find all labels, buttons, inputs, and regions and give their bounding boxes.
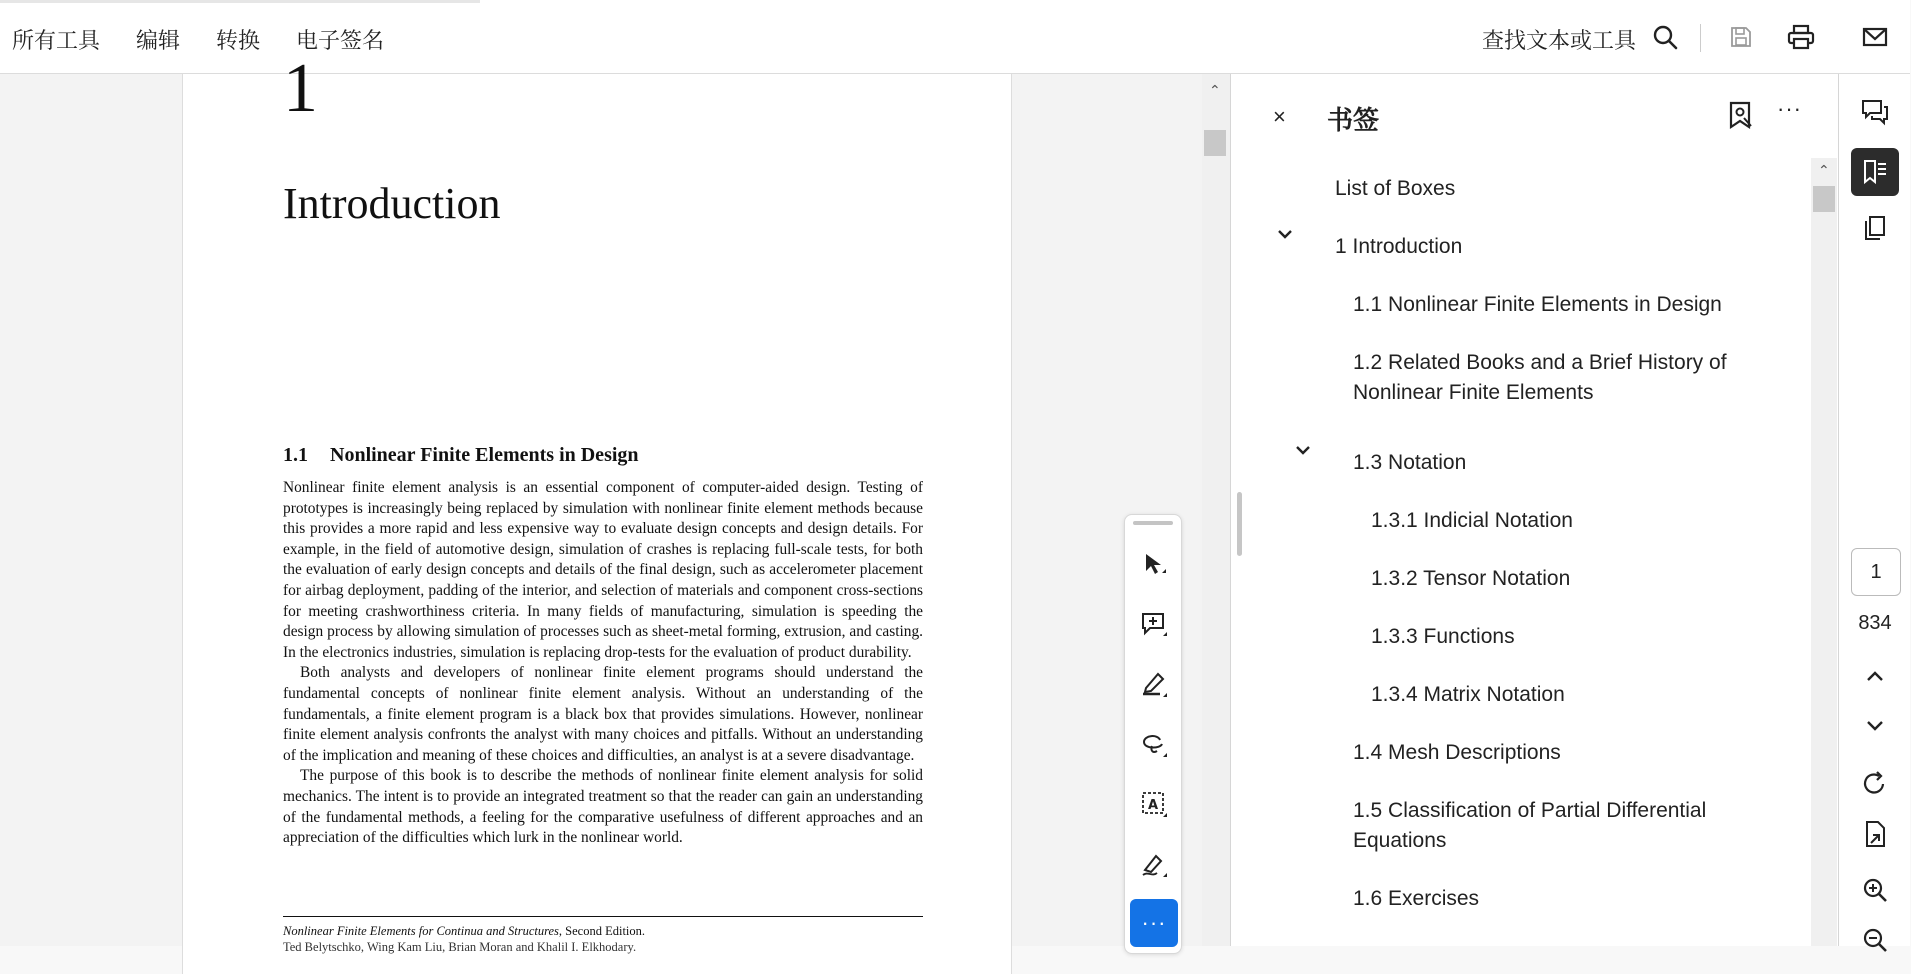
toolbar-divider <box>1700 24 1701 52</box>
bookmark-1-3-4[interactable]: 1.3.4 Matrix Notation <box>1371 683 1565 706</box>
right-rail <box>1838 74 1910 946</box>
page-down-icon[interactable] <box>1857 708 1893 744</box>
bookmark-1-6[interactable]: 1.6 Exercises <box>1353 887 1480 910</box>
scrollbar-thumb[interactable] <box>1813 186 1835 212</box>
zoom-in-icon[interactable] <box>1857 872 1893 908</box>
paragraph: Both analysts and developers of nonlinear finite element programs should understand the fundamental concepts of nonlinear finite element analysis. Without an understanding of the fundamentals, a finite element program is a black box that provides simulations. However, nonlinear finite element analysis confronts the analyst with many choices and pitfalls. Without an understanding of the implication and meaning of these choices and difficulties, an analyst is at a severe disadvantage. <box>283 664 923 764</box>
bookmark-1-5[interactable]: 1.5 Classification of Partial Differential <box>1353 799 1707 822</box>
current-page-input[interactable]: 1 <box>1851 548 1901 596</box>
bookmark-1-1[interactable]: 1.1 Nonlinear Finite Elements in Design <box>1353 293 1722 316</box>
section-number: 1.1 <box>283 444 308 466</box>
page-up-icon[interactable] <box>1857 658 1893 694</box>
footnote-rule <box>283 916 923 917</box>
highlight-pen-icon[interactable] <box>1137 667 1171 701</box>
chevron-down-icon[interactable] <box>1295 442 1311 460</box>
footnote <box>283 924 923 939</box>
bookmarks-panel <box>1230 74 1838 946</box>
pages-icon[interactable] <box>1857 210 1893 246</box>
section-title: Nonlinear Finite Elements in Design <box>330 444 639 466</box>
rotate-icon[interactable] <box>1857 766 1893 802</box>
footnote-edition: , Second Edition. <box>558 924 646 938</box>
search-icon[interactable] <box>1650 22 1680 52</box>
body-text <box>283 478 923 849</box>
svg-text:A: A <box>1147 798 1159 813</box>
bookmark-list-of-boxes[interactable]: List of Boxes <box>1335 177 1456 200</box>
main-menu <box>12 24 384 55</box>
footnote-authors: Ted Belytschko, Wing Kam Liu, Brian Moran and Khalil I. Elkhodary. <box>283 940 637 954</box>
panel-resize-handle[interactable] <box>1237 492 1242 556</box>
quick-tools-bar <box>1124 514 1182 954</box>
bookmarks-icon[interactable] <box>1851 148 1899 196</box>
bookmark-1-2-line2[interactable]: Nonlinear Finite Elements <box>1353 381 1594 404</box>
chapter-title: Introduction <box>283 179 501 228</box>
menu-convert[interactable]: 转换 <box>216 28 261 53</box>
menu-all-tools[interactable]: 所有工具 <box>12 28 101 53</box>
menu-esign[interactable]: 电子签名 <box>296 28 385 53</box>
loading-progress-bar <box>0 0 480 3</box>
drag-handle[interactable] <box>1133 521 1173 525</box>
add-comment-icon[interactable] <box>1137 607 1171 641</box>
pdf-page <box>182 50 1012 974</box>
comments-icon[interactable] <box>1857 94 1893 130</box>
extract-page-icon[interactable] <box>1857 816 1893 852</box>
mail-icon[interactable] <box>1860 22 1890 52</box>
close-icon[interactable]: × <box>1273 104 1286 129</box>
bookmark-1-5-line2[interactable]: Equations <box>1353 829 1447 852</box>
save-icon[interactable] <box>1726 22 1756 52</box>
scroll-up-arrow-icon[interactable]: ⌃ <box>1209 82 1221 98</box>
print-icon[interactable] <box>1786 22 1816 52</box>
more-tools-button[interactable]: ··· <box>1130 899 1178 947</box>
scroll-up-arrow-icon[interactable]: ⌃ <box>1818 162 1830 178</box>
select-cursor-icon[interactable] <box>1137 547 1171 581</box>
freehand-draw-icon[interactable] <box>1137 727 1171 761</box>
total-pages: 834 <box>1858 612 1892 634</box>
paragraph: Nonlinear finite element analysis is an essential component of computer-aided design. Testing of prototypes is increasingly being replaced by simulation with nonlinear finite element methods because this provides a more rapid and less expensive way to evaluate design concepts and design details. For example, in the field of automotive design, simulation of crashes is replacing full-scale tests, for both the evaluation of early design concepts and details of the final design, such as accelerometer placement for airbag deployment, padding of the interior, and selection of materials and component cross-sections for meeting crashworthiness criteria. In many fields of manufacturing, simulation is speeding the design process by allowing simulation of processes such as sheet-metal forming, extrusion, and casting. In the electronics industries, simulation is replacing drop-tests for the evaluation of product durability. <box>283 479 923 661</box>
bookmark-1-4[interactable]: 1.4 Mesh Descriptions <box>1353 741 1561 764</box>
chevron-down-icon[interactable] <box>1277 226 1293 244</box>
document-viewer[interactable] <box>0 50 1230 954</box>
chapter-number: 1 <box>283 50 318 127</box>
zoom-out-icon[interactable] <box>1857 922 1893 958</box>
bookmark-add-icon[interactable] <box>1727 100 1753 135</box>
text-select-icon[interactable] <box>1137 787 1171 821</box>
bookmark-1-3-1[interactable]: 1.3.1 Indicial Notation <box>1371 509 1573 532</box>
section-heading <box>283 444 639 467</box>
panel-title: 书签 <box>1327 105 1380 135</box>
panel-more-button[interactable]: ··· <box>1777 96 1802 121</box>
bookmark-1-3-3[interactable]: 1.3.3 Functions <box>1371 625 1515 648</box>
bookmark-1-3-2[interactable]: 1.3.2 Tensor Notation <box>1371 567 1571 590</box>
scrollbar-thumb[interactable] <box>1204 130 1226 156</box>
paragraph: The purpose of this book is to describe the methods of nonlinear finite element analysis for solid mechanics. The intent is to provide an integrated treatment so that the reader can gain an understanding of the fundamental methods, a feeling for the comparative usefulness of different approaches and an appreciation of the difficulties which lurk in the nonlinear world. <box>283 767 923 847</box>
search-tools-label[interactable]: 查找文本或工具 <box>1482 28 1637 53</box>
bookmark-introduction[interactable]: 1 Introduction <box>1335 235 1463 258</box>
sign-pen-icon[interactable] <box>1137 847 1171 881</box>
document-scrollbar[interactable] <box>1202 74 1230 946</box>
footnote-book-title: Nonlinear Finite Elements for Continua and Structures <box>283 924 559 938</box>
panel-scrollbar[interactable] <box>1811 158 1837 946</box>
bookmark-1-2[interactable]: 1.2 Related Books and a Brief History of <box>1353 351 1727 374</box>
menu-edit[interactable]: 编辑 <box>136 28 181 53</box>
bookmark-1-3[interactable]: 1.3 Notation <box>1353 451 1467 474</box>
